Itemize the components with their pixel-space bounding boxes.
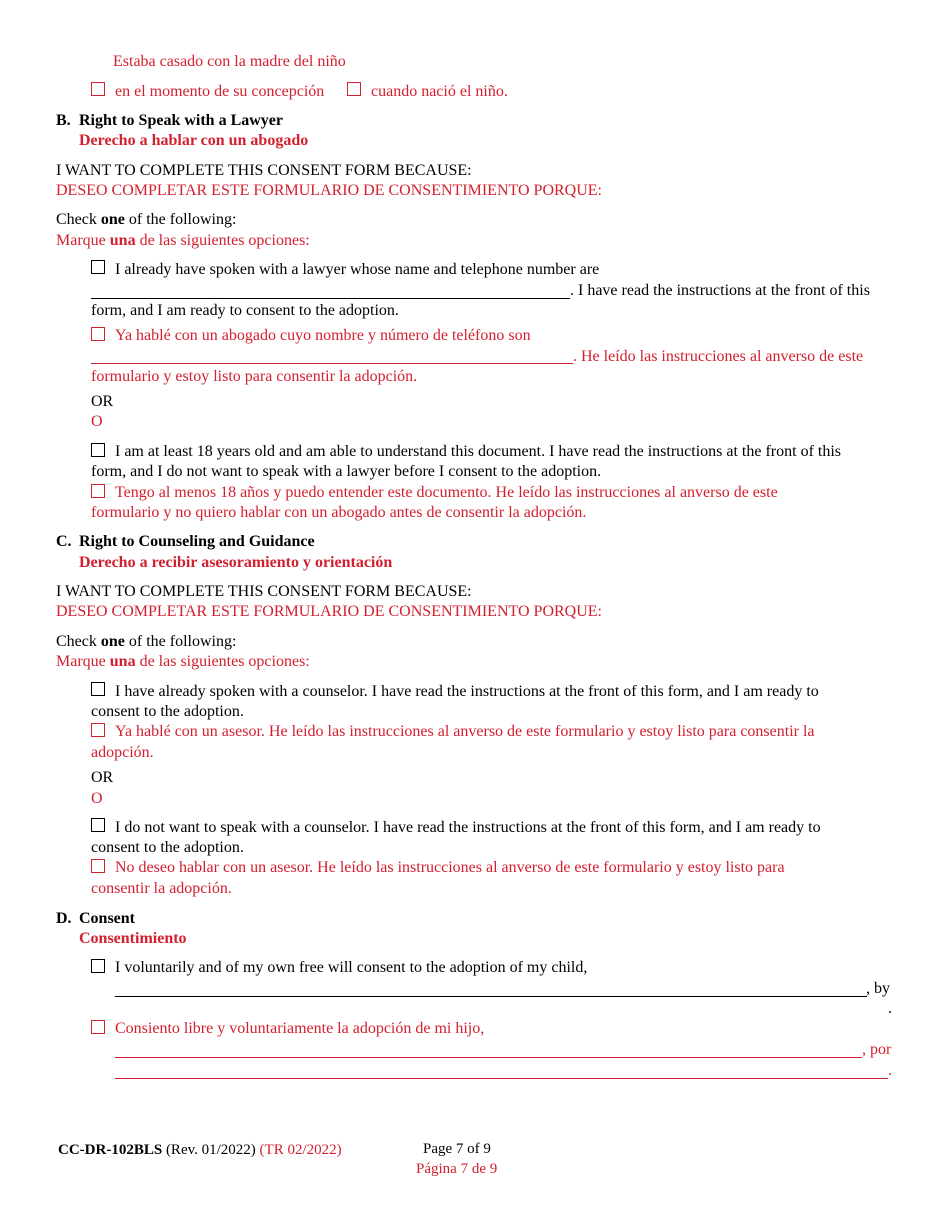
section-b-or-es: O <box>91 413 103 430</box>
birth-label: cuando nació el niño. <box>371 83 508 100</box>
consent-checkbox[interactable] <box>91 959 105 973</box>
no-lawyer-checkbox-es[interactable] <box>91 484 105 498</box>
section-d-letter: D. <box>56 910 72 927</box>
section-b-or: OR <box>91 393 114 410</box>
lawyer-spoken-checkbox-es[interactable] <box>91 327 105 341</box>
section-d-title: Consent <box>79 910 136 927</box>
consent-period-es: . <box>888 1062 892 1079</box>
lawyer-spoken-text-3: form, and I am ready to consent to the adoption. <box>91 302 399 319</box>
conception-checkbox[interactable] <box>91 82 105 96</box>
no-counselor-text-2: consent to the adoption. <box>91 839 244 856</box>
conception-label: en el momento de su concepción <box>115 83 325 100</box>
section-c-or: OR <box>91 769 114 786</box>
no-counselor-text-es-2: consentir la adopción. <box>91 880 232 897</box>
counselor-spoken-text-1: I have already spoken with a counselor. I have read the instructions at the front of this form, and I am ready to <box>115 683 819 700</box>
lawyer-spoken-text-2: . I have read the instructions at the front of this <box>570 282 870 299</box>
counselor-spoken-text-es-2: adopción. <box>91 744 154 761</box>
section-c-or-es: O <box>91 790 103 807</box>
lawyer-name-line-es[interactable] <box>91 363 573 364</box>
form-tr: (TR 02/2022) <box>255 1142 342 1158</box>
married-text: Estaba casado con la madre del niño <box>113 53 346 70</box>
no-counselor-checkbox[interactable] <box>91 818 105 832</box>
footer-page-es: Página 7 de 9 <box>416 1161 498 1177</box>
lawyer-spoken-text-es-1: Ya hablé con un abogado cuyo nombre y número de teléfono son <box>115 327 531 344</box>
section-c-check-instruction: Check one of the following: <box>56 633 237 650</box>
consent-by: , by <box>866 980 890 997</box>
section-c-letter: C. <box>56 533 72 550</box>
footer-page: Page 7 of 9 <box>423 1141 491 1157</box>
section-b-want: I WANT TO COMPLETE THIS CONSENT FORM BECAUSE: <box>56 162 472 179</box>
child-name-line-es[interactable] <box>115 1057 862 1058</box>
no-lawyer-text-es-1: Tengo al menos 18 años y puedo entender este documento. He leído las instrucciones al anverso de este <box>115 484 778 501</box>
footer-form-id <box>58 1140 342 1160</box>
section-b-check-instruction-es: Marque una de las siguientes opciones: <box>56 232 310 249</box>
consent-text: I voluntarily and of my own free will consent to the adoption of my child, <box>115 959 588 976</box>
lawyer-name-line[interactable] <box>91 298 570 299</box>
no-lawyer-checkbox[interactable] <box>91 443 105 457</box>
section-b-title: Right to Speak with a Lawyer <box>79 112 284 129</box>
section-c-check-instruction-es: Marque una de las siguientes opciones: <box>56 653 310 670</box>
counselor-spoken-text-es-1: Ya hablé con un asesor. He leído las instrucciones al anverso de este formulario y estoy listo para consentir la <box>115 723 815 740</box>
no-lawyer-text-es-2: formulario y no quiero hablar con un abogado antes de consentir la adopción. <box>91 504 587 521</box>
section-b-want-es: DESEO COMPLETAR ESTE FORMULARIO DE CONSENTIMIENTO PORQUE: <box>56 182 602 199</box>
by-line[interactable] <box>115 1016 888 1017</box>
section-b-check-instruction: Check one of the following: <box>56 211 237 228</box>
no-counselor-text-1: I do not want to speak with a counselor. I have read the instructions at the front of this form, and I am ready to <box>115 819 821 836</box>
no-counselor-checkbox-es[interactable] <box>91 859 105 873</box>
section-b-title-es: Derecho a hablar con un abogado <box>79 132 309 149</box>
section-d-title-es: Consentimiento <box>79 930 187 947</box>
section-c-title: Right to Counseling and Guidance <box>79 533 315 550</box>
no-counselor-text-es-1: No deseo hablar con un asesor. He leído las instrucciones al anverso de este formulario y estoy listo para <box>115 859 785 876</box>
counselor-spoken-checkbox-es[interactable] <box>91 723 105 737</box>
section-c-want-es: DESEO COMPLETAR ESTE FORMULARIO DE CONSENTIMIENTO PORQUE: <box>56 603 602 620</box>
lawyer-spoken-text-1: I already have spoken with a lawyer whose name and telephone number are <box>115 261 600 278</box>
section-b-letter: B. <box>56 112 71 129</box>
lawyer-spoken-text-es-3: formulario y estoy listo para consentir la adopción. <box>91 368 418 385</box>
birth-checkbox[interactable] <box>347 82 361 96</box>
form-rev: (Rev. 01/2022) <box>162 1142 256 1158</box>
consent-text-es: Consiento libre y voluntariamente la adopción de mi hijo, <box>115 1020 485 1037</box>
counselor-spoken-checkbox[interactable] <box>91 682 105 696</box>
form-id: CC-DR-102BLS <box>58 1142 163 1158</box>
consent-checkbox-es[interactable] <box>91 1020 105 1034</box>
por-line-es[interactable] <box>115 1078 888 1079</box>
section-c-title-es: Derecho a recibir asesoramiento y orientación <box>79 554 393 571</box>
section-c-want: I WANT TO COMPLETE THIS CONSENT FORM BECAUSE: <box>56 583 472 600</box>
lawyer-spoken-checkbox[interactable] <box>91 260 105 274</box>
lawyer-spoken-text-es-2: . He leído las instrucciones al anverso de este <box>573 348 864 365</box>
no-lawyer-text-1: I am at least 18 years old and am able to understand this document. I have read the instructions at the front of this <box>115 443 842 460</box>
child-name-line[interactable] <box>115 996 867 997</box>
counselor-spoken-text-2: consent to the adoption. <box>91 703 244 720</box>
consent-period: . <box>888 1000 892 1017</box>
consent-por: , por <box>862 1041 892 1058</box>
no-lawyer-text-2: form, and I do not want to speak with a lawyer before I consent to the adoption. <box>91 463 602 480</box>
